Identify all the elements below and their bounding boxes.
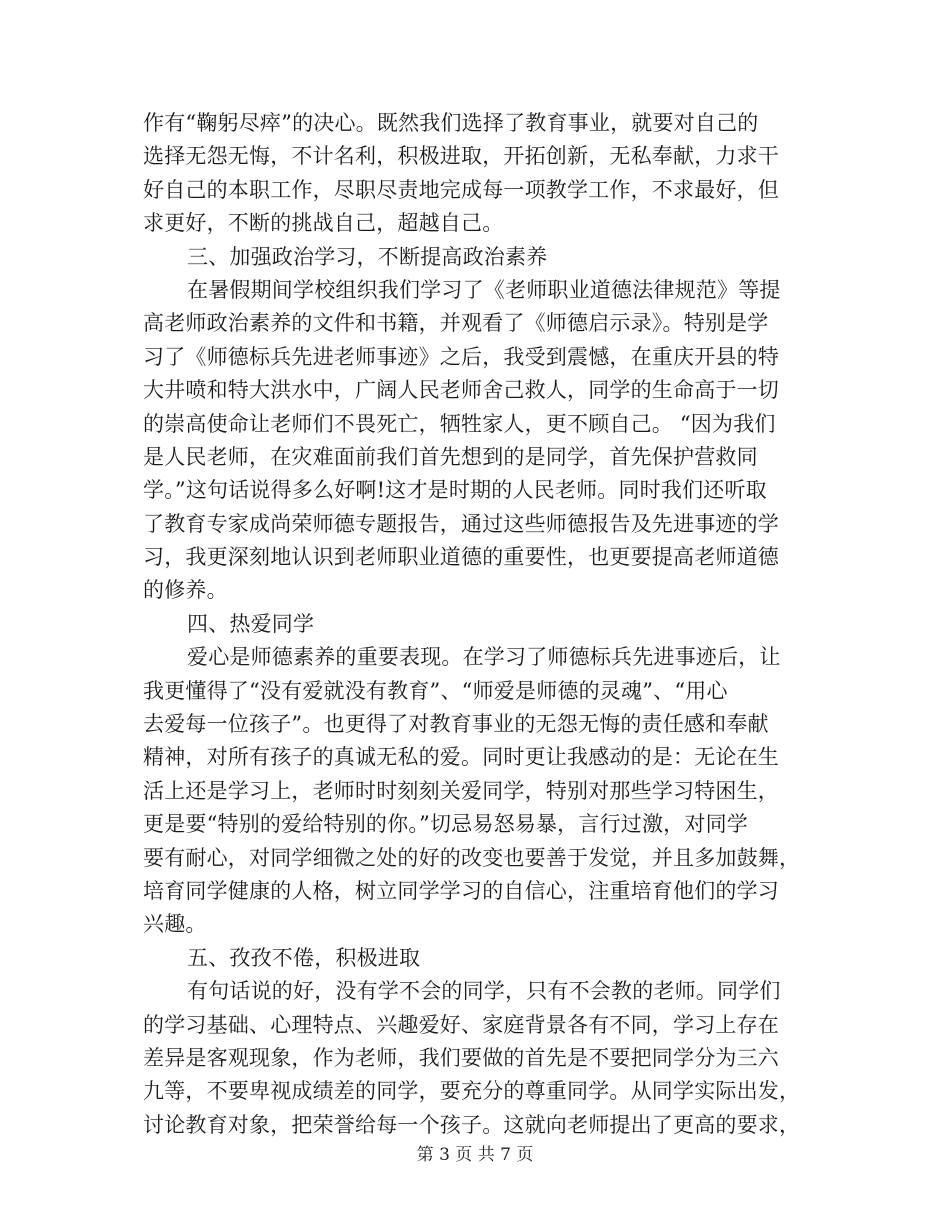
text-line: 更是要“特别的爱给特别的你。”切忌易怒易暴，言行过激，对同学 — [143, 812, 748, 837]
text-line: 兴趣。 — [143, 912, 207, 937]
text-line: 精神，对所有孩子的真诚无私的爱。同时更让我感动的是：无论在生 — [143, 745, 779, 770]
text-line: 作有“鞠躬尽瘁”的决心。既然我们选择了教育事业，就要对自己的 — [143, 111, 759, 135]
text-line: 我更懂得了“没有爱就没有教育”、“师爱是师德的灵魂”、“用心 — [143, 678, 728, 703]
text-line: 活上还是学习上，老师时时刻刻关爱同学，特别对那些学习特困生， — [143, 778, 779, 803]
text-line: 学。”这句话说得多么好啊!这才是时期的人民老师。同时我们还听取 — [143, 478, 767, 503]
text-line: 大井喷和特大洪水中，广阔人民老师舍己救人，同学的生命高于一切 — [143, 378, 779, 403]
text-line: 好自己的本职工作，尽职尽责地完成每一项教学工作，不求最好，但 — [143, 177, 779, 202]
text-line: 在暑假期间学校组织我们学习了《老师职业道德法律规范》等提 — [187, 277, 781, 302]
text-line: 差异是客观现象，作为老师，我们要做的首先是不要把同学分为三六 — [143, 1045, 779, 1070]
text-line: 五、孜孜不倦，积极进取 — [187, 945, 421, 970]
text-line: 九等，不要卑视成绩差的同学，要充分的尊重同学。从同学实际出发， — [143, 1079, 801, 1104]
text-line: 讨论教育对象，把荣誉给每一个孩子。这就向老师提出了更高的要求， — [143, 1112, 801, 1137]
text-line: 了教育专家成尚荣师德专题报告，通过这些师德报告及先进事迹的学 — [143, 511, 779, 536]
text-line: 的学习基础、心理特点、兴趣爱好、家庭背景各有不同，学习上存在 — [143, 1012, 779, 1037]
text-line: 有句话说的好，没有学不会的同学，只有不会教的老师。同学们 — [187, 979, 781, 1004]
text-line: 习，我更深刻地认识到老师职业道德的重要性，也更要提高老师道德 — [143, 545, 779, 570]
document-body — [143, 107, 803, 1142]
text-line: 的崇高使命让老师们不畏死亡，牺牲家人，更不顾自己。 “因为我们 — [143, 411, 776, 436]
text-line: 培育同学健康的人格，树立同学学习的自信心，注重培育他们的学习 — [143, 878, 779, 903]
text-line: 高老师政治素养的文件和书籍，并观看了《师德启示录》。特别是学 — [143, 311, 769, 336]
text-line: 求更好，不断的挑战自己，超越自己。 — [143, 211, 504, 236]
page-number-footer: 第 3 页 共 7 页 — [416, 1145, 534, 1165]
text-line: 要有耐心，对同学细微之处的好的改变也要善于发觉，并且多加鼓舞， — [143, 845, 801, 870]
text-line: 选择无怨无悔，不计名利，积极进取，开拓创新，无私奉献，力求干 — [143, 144, 779, 169]
text-line: 习了《师德标兵先进老师事迹》之后，我受到震憾，在重庆开县的特 — [143, 344, 779, 369]
text-line: 三、加强政治学习，不断提高政治素养 — [187, 244, 548, 269]
text-line: 的修养。 — [143, 578, 228, 603]
text-line: 是人民老师，在灾难面前我们首先想到的是同学，首先保护营救同 — [143, 444, 758, 469]
text-line: 去爱每一位孩子”。也更得了对教育事业的无怨无悔的责任感和奉献 — [143, 712, 769, 737]
text-line: 爱心是师德素养的重要表现。在学习了师德标兵先进事迹后，让 — [187, 645, 781, 670]
text-line: 四、热爱同学 — [187, 611, 315, 636]
